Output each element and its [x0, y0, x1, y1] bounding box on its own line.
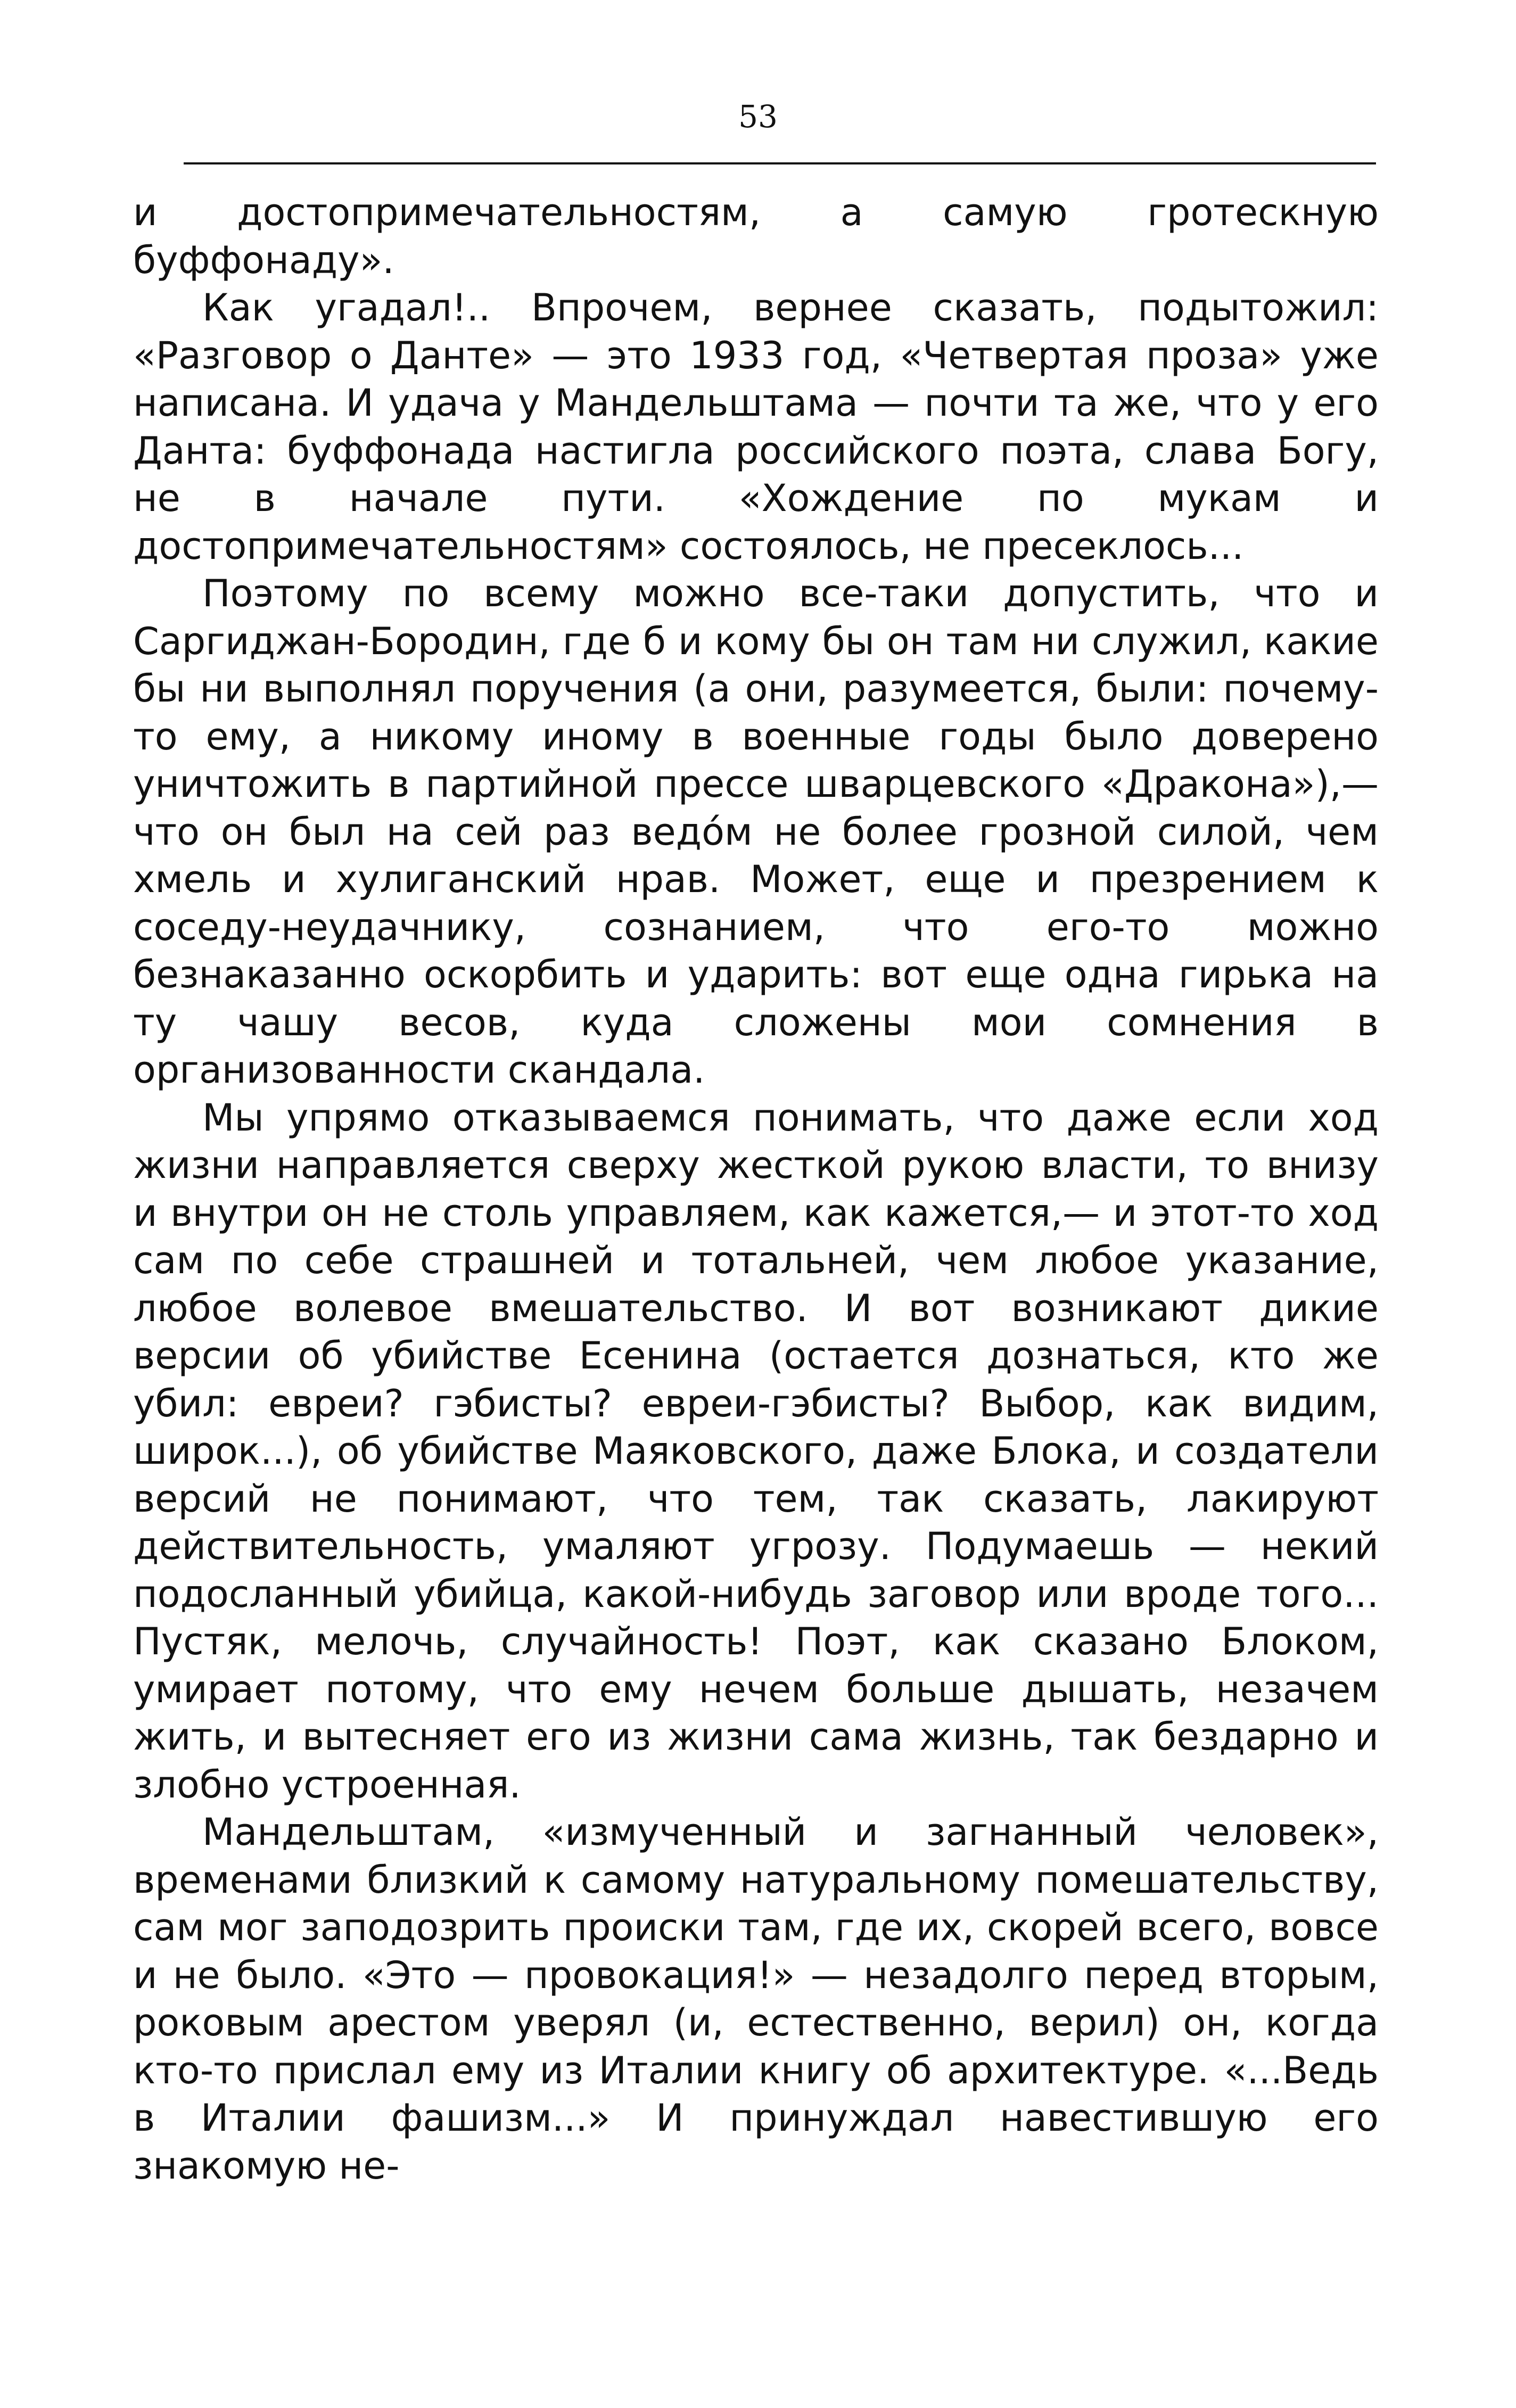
body-text	[133, 189, 1379, 2190]
paragraph: Мандельштам, «измученный и загнанный человек», временами близкий к самому натуральному помешательству, сам мог заподозрить происки там, где их, скорей всего, вовсе и не было. «Это — провокация!» — незадолго перед вторым, роковым арестом уверял (и, естественно, верил) он, когда кто-то прислал ему из Италии книгу об архитектуре. «...Ведь в Италии фашизм...» И принуждал навестившую его знакомую не-	[133, 1810, 1379, 2188]
paragraph: Мы упрямо отказываемся понимать, что даже если ход жизни направляется сверху жесткой рукою власти, то внизу и внутри он не столь управляем, как кажется,— и этот-то ход сам по себе страшней и тотальней, чем любое указание, любое волевое вмешательство. И вот возникают дикие версии об убийстве Есенина (остается дознаться, кто же убил: евреи? гэбисты? евреи-гэбисты? Выбор, как видим, широк...), об убийстве Маяковского, даже Блока, и создатели версий не понимают, что тем, так сказать, лакируют действительность, умаляют угрозу. Подумаешь — некий подосланный убийца, какой-нибудь заговор или вроде того... Пустяк, мелочь, случайность! Поэт, как сказано Блоком, умирает потому, что ему нечем больше дышать, незачем жить, и вытесняет его из жизни сама жизнь, так бездарно и злобно устроенная.	[133, 1095, 1379, 1807]
header-rule	[152, 162, 1376, 164]
paragraph: Как угадал!.. Впрочем, вернее сказать, подытожил: «Разговор о Данте» — это 1933 год, «Четвертая проза» уже написана. И удача у Мандельштама — почти та же, что у его Данта: буффонада настигла российского поэта, слава Богу, не в начале пути. «Хождение по мукам и достопримечательностям» состоялось, не пресеклось...	[133, 286, 1379, 568]
header-rule-gap	[152, 162, 184, 164]
paragraph-continued: и достопримечательностям, а самую гротескную буффонаду».	[133, 191, 1379, 282]
paragraph: Поэтому по всему можно все-таки допустить, что и Саргиджан-Бородин, где б и кому бы он там ни служил, какие бы ни выполнял поручения (а они, разумеется, были: почему-то ему, а никому иному в военные годы было доверено уничтожить в партийной прессе шварцевского «Дракона»),— что он был на сей раз ведóм не более грозной силой, чем хмель и хулиганский нрав. Может, еще и презрением к соседу-неудачнику, сознанием, что его-то можно безнаказанно оскорбить и ударить: вот еще одна гирька на ту чашу весов, куда сложены мои сомнения в организованности скандала.	[133, 572, 1379, 1092]
page-number: 53	[738, 98, 778, 135]
